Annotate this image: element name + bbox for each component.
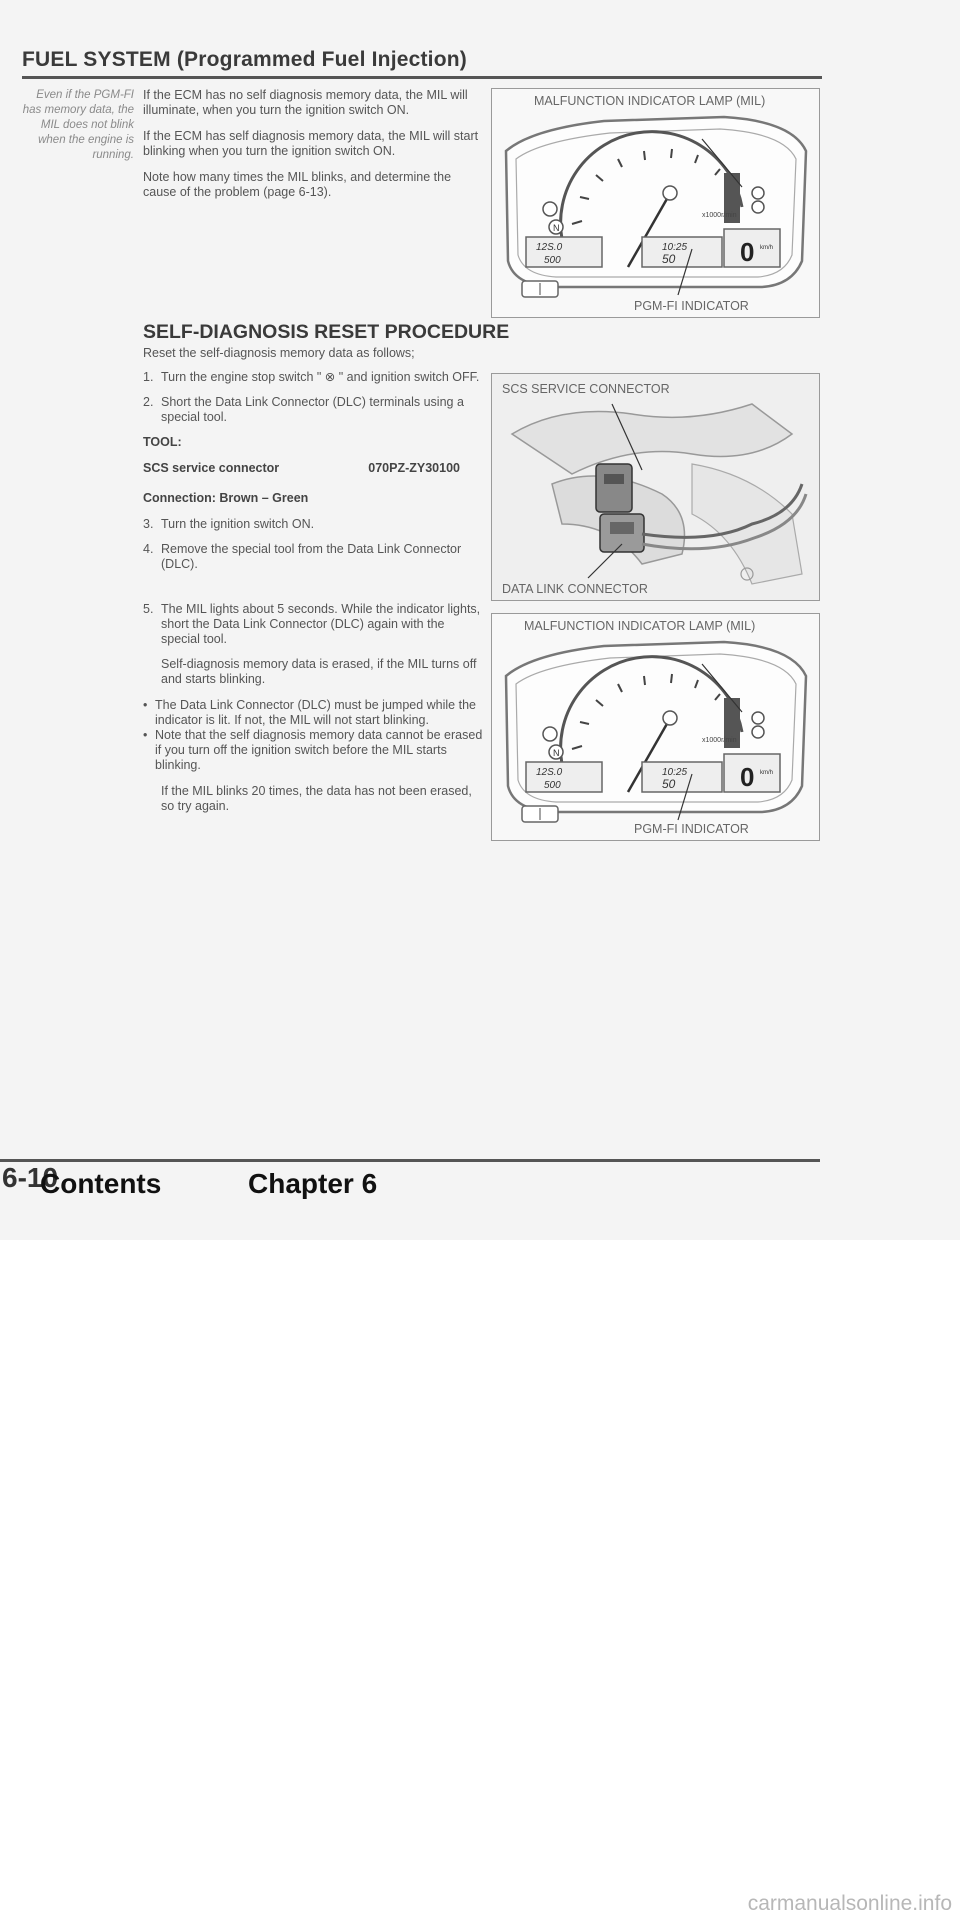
svg-text:km/h: km/h xyxy=(760,245,774,251)
intro-text xyxy=(143,88,483,211)
reset-intro: Reset the self-diagnosis memory data as follows; xyxy=(143,346,415,360)
side-note: Even if the PGM-FI has memory data, the MIL does not blink when the engine is running. xyxy=(22,89,134,161)
mil-indicator-icon xyxy=(752,187,764,199)
watermark: carmanualsonline.info xyxy=(747,1892,952,1915)
pgm-fi-label: PGM-FI INDICATOR xyxy=(634,299,749,313)
step-5-text: The MIL lights about 5 seconds. While the indicator lights, short the Data Link Connector (DLC) again with the special tool. xyxy=(161,602,481,646)
page-number: 6-10 xyxy=(2,1162,59,1193)
step-5-number: 5. xyxy=(143,602,154,616)
scs-connector-body xyxy=(596,464,632,512)
step-4 xyxy=(143,542,483,572)
connector-illustration xyxy=(492,374,819,600)
tool-label: TOOL: xyxy=(143,435,182,449)
step-2-number: 2. xyxy=(143,395,154,409)
step-4-number: 4. xyxy=(143,542,154,556)
tool-part-number: 070PZ-ZY30100 xyxy=(368,461,460,475)
svg-text:10:25: 10:25 xyxy=(662,242,688,253)
footer-divider xyxy=(0,1159,820,1162)
bullet-1: • The Data Link Connector (DLC) must be jumped while the indicator is lit. If not, the MIL will not start blinking. xyxy=(143,698,483,728)
bullet-1-text: The Data Link Connector (DLC) must be jumped while the indicator is lit. If not, the MIL will not start blinking. xyxy=(155,698,476,727)
warning-icon xyxy=(543,202,557,216)
page-header-title: FUEL SYSTEM (Programmed Fuel Injection) xyxy=(22,48,467,71)
svg-text:N: N xyxy=(553,223,560,233)
step-5 xyxy=(143,602,483,647)
chapter-link[interactable]: Chapter 6 xyxy=(248,1168,378,1199)
gauge-cluster-illustration-2 xyxy=(492,614,819,840)
step-3 xyxy=(143,517,483,532)
erased-note: Self-diagnosis memory data is erased, if the MIL turns off and starts blinking. xyxy=(161,657,477,686)
svg-text:0: 0 xyxy=(740,762,755,792)
mil-label: MALFUNCTION INDICATOR LAMP (MIL) xyxy=(534,94,766,108)
svg-text:50: 50 xyxy=(662,777,676,791)
step-4-text: Remove the special tool from the Data Link Connector (DLC). xyxy=(161,542,462,571)
mil-label-2: MALFUNCTION INDICATOR LAMP (MIL) xyxy=(524,619,756,633)
scs-connector-label: SCS SERVICE CONNECTOR xyxy=(502,382,670,396)
svg-text:500: 500 xyxy=(544,780,561,791)
step-1-text: Turn the engine stop switch " ⊗ " and ignition switch OFF. xyxy=(161,370,480,384)
warning-icon-2 xyxy=(543,727,557,741)
connection-note: Connection: Brown – Green xyxy=(143,491,309,505)
svg-text:N: N xyxy=(553,748,560,758)
svg-text:500: 500 xyxy=(544,255,561,266)
reset-procedure-continued xyxy=(143,602,483,825)
svg-text:12S.0: 12S.0 xyxy=(536,767,563,778)
figure-mil-gauge-2 xyxy=(491,613,820,841)
tool-name: SCS service connector xyxy=(143,461,280,475)
reset-procedure xyxy=(143,346,483,582)
step-1-number: 1. xyxy=(143,370,154,384)
final-note: If the MIL blinks 20 times, the data has not been erased, so try again. xyxy=(161,784,472,813)
intro-paragraph-2: If the ECM has self diagnosis memory data, the MIL will start blinking when you turn the ignition switch ON. xyxy=(143,129,479,158)
step-2-text: Short the Data Link Connector (DLC) terminals using a special tool. xyxy=(161,395,464,424)
pgm-fi-label-2: PGM-FI INDICATOR xyxy=(634,822,749,836)
data-link-connector-label: DATA LINK CONNECTOR xyxy=(502,582,648,596)
section-title: SELF-DIAGNOSIS RESET PROCEDURE xyxy=(143,321,510,343)
gauge-cluster-illustration xyxy=(492,89,819,317)
step-3-number: 3. xyxy=(143,517,154,531)
rev-unit-label-2: x1000r/min xyxy=(702,737,737,744)
bullet-2-text: Note that the self diagnosis memory data cannot be erased if you turn off the ignition switch before the MIL starts blinking. xyxy=(155,728,483,772)
step-3-text: Turn the ignition switch ON. xyxy=(161,517,315,531)
intro-paragraph-3: Note how many times the MIL blinks, and determine the cause of the problem (page 6-13). xyxy=(143,170,452,199)
rev-unit-label: x1000r/min xyxy=(702,212,737,219)
step-1 xyxy=(143,370,483,385)
svg-text:km/h: km/h xyxy=(760,770,774,776)
step-2 xyxy=(143,395,483,425)
mil-indicator-icon-2 xyxy=(752,712,764,724)
svg-text:50: 50 xyxy=(662,252,676,266)
header-divider xyxy=(22,76,822,79)
svg-text:10:25: 10:25 xyxy=(662,767,688,778)
svg-text:12S.0: 12S.0 xyxy=(536,242,563,253)
bullet-2: • Note that the self diagnosis memory data cannot be erased if you turn off the ignition switch before the MIL starts blinking. xyxy=(143,728,483,772)
figure-mil-gauge xyxy=(491,88,820,318)
intro-paragraph-1: If the ECM has no self diagnosis memory data, the MIL will illuminate, when you turn the ignition switch ON. xyxy=(143,88,468,117)
pgm-fi-indicator-icon xyxy=(752,201,764,213)
figure-scs-connector xyxy=(491,373,820,601)
tool-row xyxy=(143,461,460,476)
pgm-fi-indicator-icon-2 xyxy=(752,726,764,738)
contents-link[interactable]: Contents xyxy=(40,1168,162,1199)
svg-text:0: 0 xyxy=(740,237,755,267)
